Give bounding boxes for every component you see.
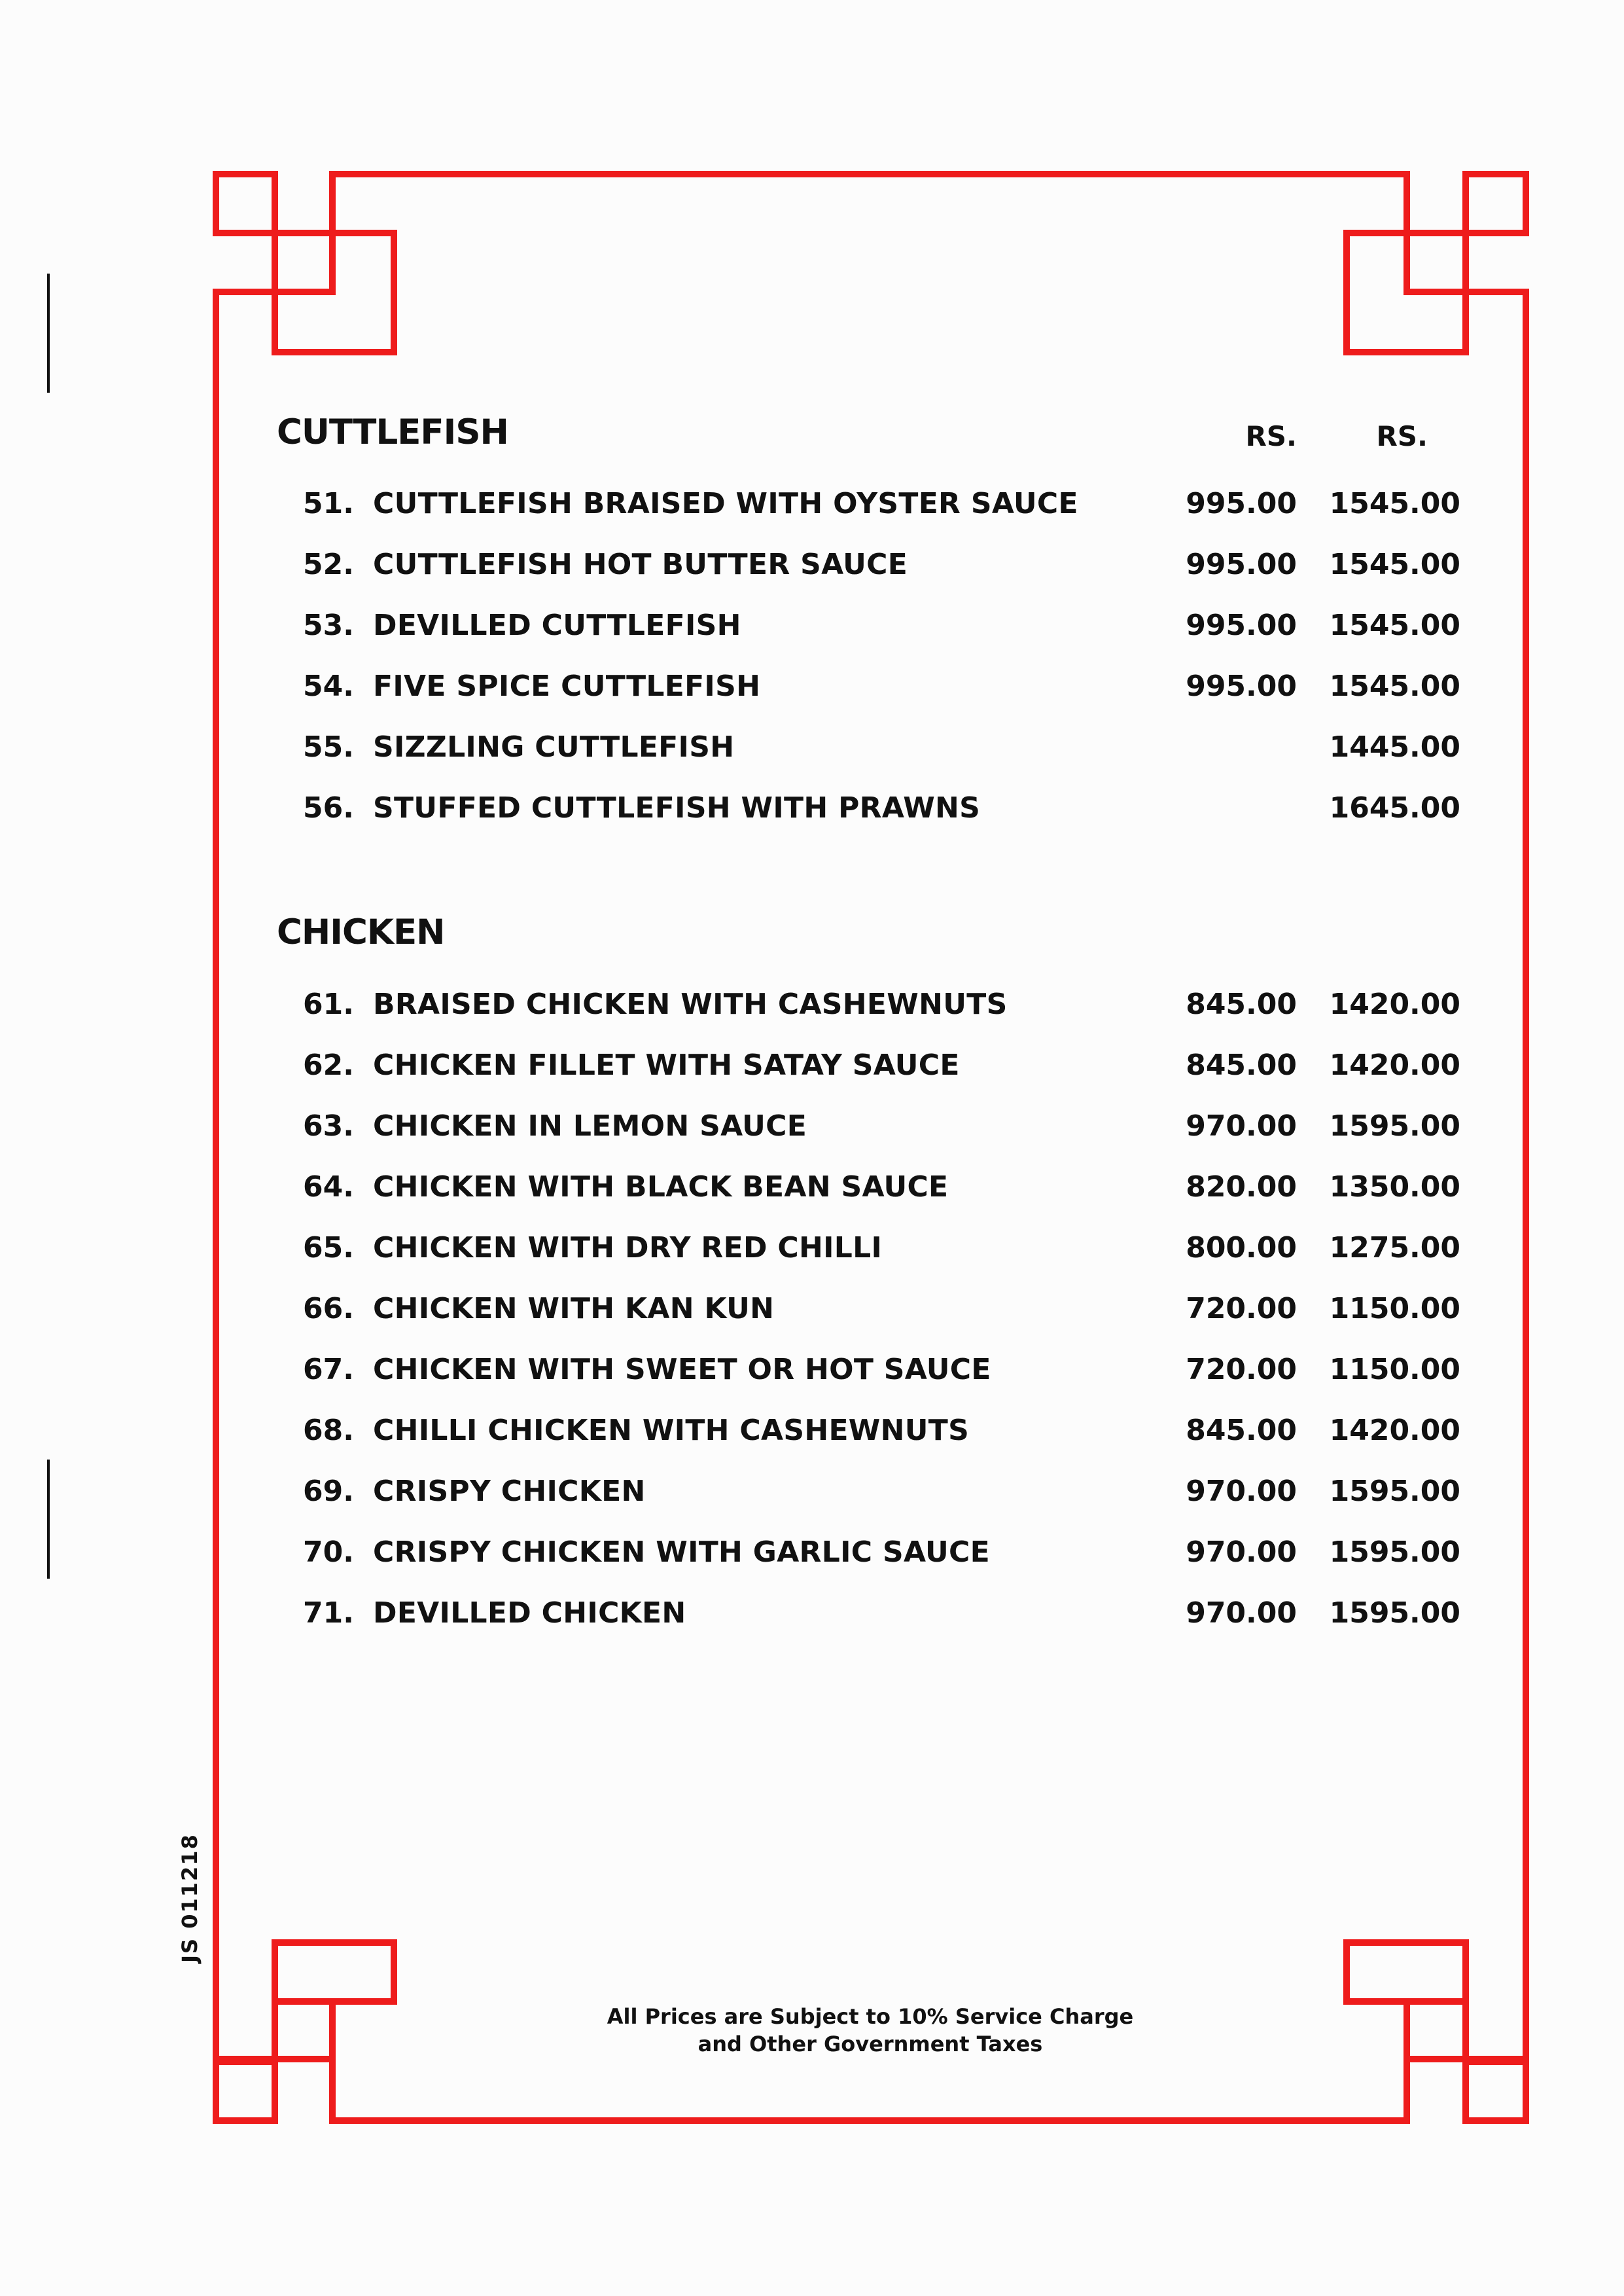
- item-price-large: 1645.00: [1329, 791, 1460, 825]
- price-column-header-2: RS.: [1376, 420, 1428, 452]
- item-price-large: 1595.00: [1329, 1535, 1460, 1569]
- item-price-small: 845.00: [1186, 1414, 1297, 1447]
- item-name: CHICKEN WITH DRY RED CHILLI: [373, 1231, 883, 1265]
- item-price-small: 970.00: [1186, 1475, 1297, 1508]
- item-price-small: 995.00: [1186, 487, 1297, 520]
- item-number: 65.: [303, 1231, 354, 1265]
- item-price-large: 1150.00: [1329, 1353, 1460, 1386]
- item-number: 70.: [303, 1535, 354, 1569]
- item-number: 63.: [303, 1109, 354, 1143]
- footer-line-2: and Other Government Taxes: [697, 2032, 1043, 2056]
- item-price-large: 1595.00: [1329, 1596, 1460, 1630]
- item-name: CHICKEN IN LEMON SAUCE: [373, 1109, 807, 1143]
- item-name: CHILLI CHICKEN WITH CASHEWNUTS: [373, 1414, 970, 1447]
- menu-item: [0, 1043, 1624, 1088]
- menu-item: [0, 664, 1624, 709]
- item-price-small: 720.00: [1186, 1353, 1297, 1386]
- item-price-small: 970.00: [1186, 1596, 1297, 1630]
- item-number: 64.: [303, 1170, 354, 1204]
- item-price-small: 970.00: [1186, 1109, 1297, 1143]
- item-price-small: 970.00: [1186, 1535, 1297, 1569]
- item-price-large: 1545.00: [1329, 670, 1460, 703]
- item-name: FIVE SPICE CUTTLEFISH: [373, 670, 761, 703]
- menu-item: [0, 481, 1624, 527]
- item-number: 61.: [303, 988, 354, 1021]
- item-price-small: 845.00: [1186, 1049, 1297, 1082]
- menu-item: [0, 1469, 1624, 1515]
- menu-item: [0, 1286, 1624, 1332]
- menu-item: [0, 1225, 1624, 1271]
- item-name: CUTTLEFISH HOT BUTTER SAUCE: [373, 548, 908, 581]
- item-price-small: 995.00: [1186, 609, 1297, 642]
- item-price-large: 1420.00: [1329, 1414, 1460, 1447]
- item-price-large: 1150.00: [1329, 1292, 1460, 1325]
- menu-item: [0, 1103, 1624, 1149]
- item-number: 52.: [303, 548, 354, 581]
- footer-line-1: All Prices are Subject to 10% Service Charge: [607, 2004, 1134, 2029]
- corner-ornament-top-left: [216, 174, 394, 352]
- item-number: 56.: [303, 791, 354, 825]
- item-price-small: 800.00: [1186, 1231, 1297, 1265]
- item-name: SIZZLING CUTTLEFISH: [373, 730, 735, 764]
- item-name: CHICKEN WITH SWEET OR HOT SAUCE: [373, 1353, 991, 1386]
- item-price-large: 1420.00: [1329, 1049, 1460, 1082]
- section-title-chicken: CHICKEN: [277, 912, 445, 952]
- menu-item: [0, 542, 1624, 588]
- item-number: 66.: [303, 1292, 354, 1325]
- item-price-small: 995.00: [1186, 548, 1297, 581]
- item-price-small: 845.00: [1186, 988, 1297, 1021]
- item-number: 55.: [303, 730, 354, 764]
- item-number: 67.: [303, 1353, 354, 1386]
- item-price-large: 1350.00: [1329, 1170, 1460, 1204]
- margin-mark: [47, 274, 50, 393]
- menu-item: [0, 1590, 1624, 1636]
- menu-item: [0, 603, 1624, 649]
- item-price-large: 1275.00: [1329, 1231, 1460, 1265]
- item-price-small: 820.00: [1186, 1170, 1297, 1204]
- item-number: 62.: [303, 1049, 354, 1082]
- item-name: CRISPY CHICKEN: [373, 1475, 646, 1508]
- corner-ornament-top-right: [1347, 174, 1526, 352]
- document-code: JS 011218: [177, 1833, 202, 1963]
- menu-item: [0, 1408, 1624, 1454]
- menu-item: [0, 1164, 1624, 1210]
- item-price-large: 1545.00: [1329, 548, 1460, 581]
- price-column-header-1: RS.: [1245, 420, 1297, 452]
- item-number: 53.: [303, 609, 354, 642]
- item-price-large: 1595.00: [1329, 1475, 1460, 1508]
- item-number: 54.: [303, 670, 354, 703]
- footer-note: [543, 2003, 1197, 2058]
- item-number: 71.: [303, 1596, 354, 1630]
- menu-item: [0, 785, 1624, 831]
- menu-item: [0, 725, 1624, 770]
- item-name: DEVILLED CUTTLEFISH: [373, 609, 741, 642]
- item-price-large: 1445.00: [1329, 730, 1460, 764]
- item-name: CRISPY CHICKEN WITH GARLIC SAUCE: [373, 1535, 990, 1569]
- item-price-large: 1595.00: [1329, 1109, 1460, 1143]
- menu-item: [0, 1530, 1624, 1575]
- item-price-large: 1545.00: [1329, 609, 1460, 642]
- item-price-large: 1545.00: [1329, 487, 1460, 520]
- item-name: CHICKEN WITH BLACK BEAN SAUCE: [373, 1170, 949, 1204]
- item-number: 69.: [303, 1475, 354, 1508]
- section-title-cuttlefish: CUTTLEFISH: [277, 412, 508, 452]
- item-name: STUFFED CUTTLEFISH WITH PRAWNS: [373, 791, 981, 825]
- item-price-large: 1420.00: [1329, 988, 1460, 1021]
- item-name: CHICKEN WITH KAN KUN: [373, 1292, 775, 1325]
- menu-item: [0, 982, 1624, 1028]
- item-name: BRAISED CHICKEN WITH CASHEWNUTS: [373, 988, 1008, 1021]
- item-number: 51.: [303, 487, 354, 520]
- corner-ornament-bottom-right: [1347, 1943, 1526, 2121]
- item-name: DEVILLED CHICKEN: [373, 1596, 686, 1630]
- menu-item: [0, 1347, 1624, 1393]
- item-price-small: 995.00: [1186, 670, 1297, 703]
- item-name: CUTTLEFISH BRAISED WITH OYSTER SAUCE: [373, 487, 1078, 520]
- item-price-small: 720.00: [1186, 1292, 1297, 1325]
- item-name: CHICKEN FILLET WITH SATAY SAUCE: [373, 1049, 960, 1082]
- item-number: 68.: [303, 1414, 354, 1447]
- corner-ornament-bottom-left: [216, 1943, 394, 2121]
